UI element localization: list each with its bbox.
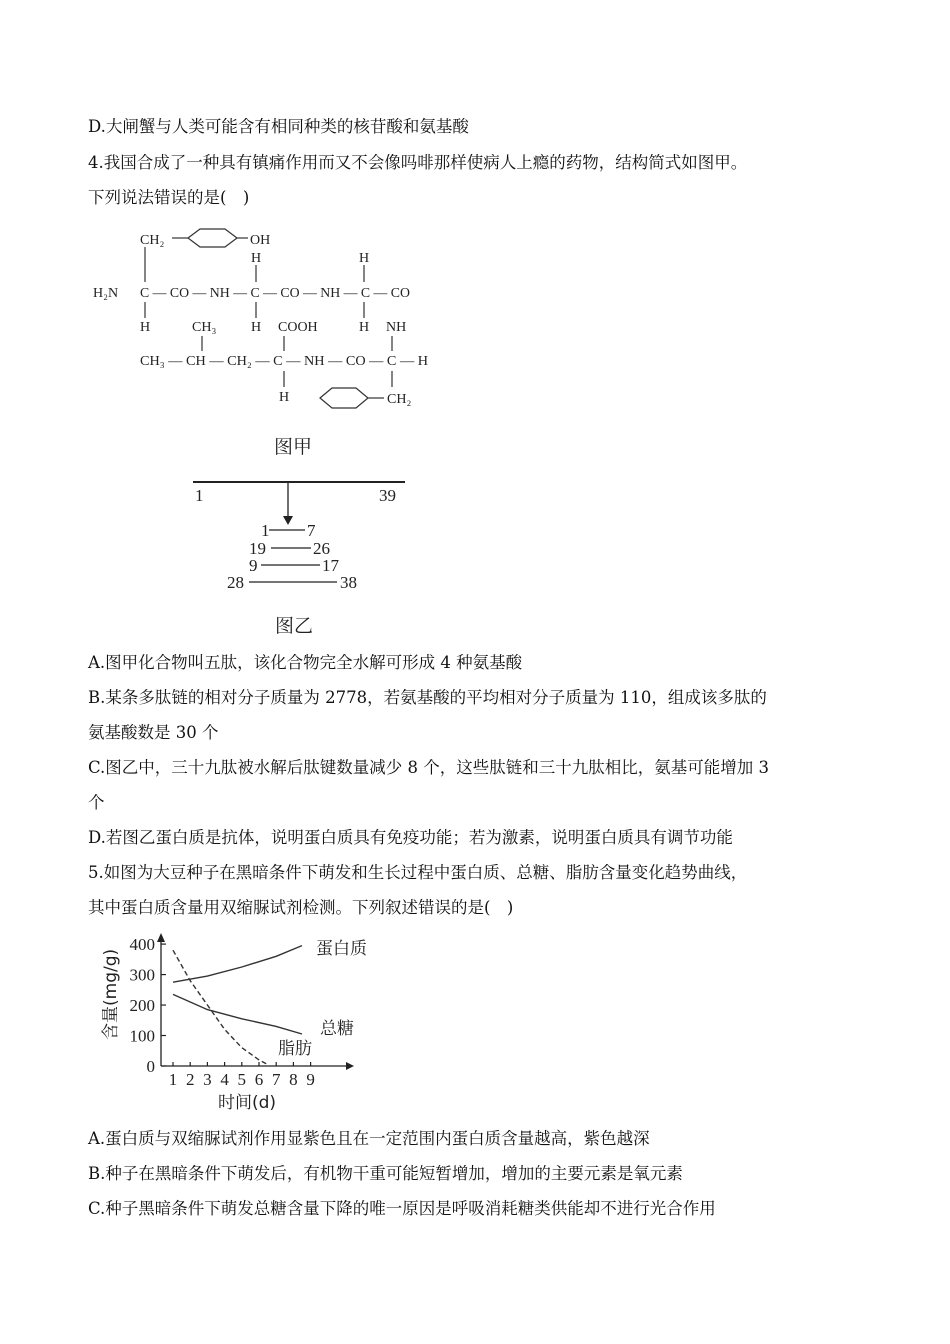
text-line-11: 其中蛋白质含量用双缩脲试剂检测。下列叙述错误的是( ) xyxy=(88,898,514,917)
x-tick-label: 8 xyxy=(289,1070,298,1089)
fragment-end: 7 xyxy=(307,521,316,540)
fragment-end: 26 xyxy=(313,539,330,558)
y-tick-label: 300 xyxy=(129,965,155,985)
h-label: H xyxy=(251,320,262,335)
peptide-chain-bottom: CH₃ — CH — CH₂ — C — NH — CO — C — H xyxy=(140,354,428,369)
series-label: 总糖 xyxy=(320,1019,354,1039)
text-line-8: 个 xyxy=(88,793,105,812)
x-tick-label: 9 xyxy=(306,1070,315,1089)
series-line-脂肪 xyxy=(173,950,268,1064)
h-label: H xyxy=(359,251,370,266)
y-tick-label: 400 xyxy=(129,935,155,955)
full-chain-start: 1 xyxy=(195,486,204,505)
content-chart xyxy=(88,930,388,1115)
text-line-3: 下列说法错误的是( ) xyxy=(88,188,250,207)
fragment-start: 1 xyxy=(261,521,270,540)
x-axis-arrow xyxy=(346,1062,354,1070)
x-tick-label: 2 xyxy=(185,1070,195,1089)
cooh-label: COOH xyxy=(278,320,318,335)
figure-jia xyxy=(88,220,448,465)
y-tick-label: 0 xyxy=(146,1057,155,1076)
h2n-label: H₂N xyxy=(93,286,119,301)
text-line-7: C.图乙中，三十九肽被水解后肽键数量减少 8 个，这些肽链和三十九肽相比，氨基可能增加 3 xyxy=(88,758,770,777)
text-line-4: A.图甲化合物叫五肽，该化合物完全水解可形成 4 种氨基酸 xyxy=(88,653,523,672)
x-tick-label: 7 xyxy=(271,1070,281,1089)
text-line-5: B.某条多肽链的相对分子质量为 2778，若氨基酸的平均相对分子质量为 110，组成该多肽的 xyxy=(88,688,767,707)
fragment-end: 17 xyxy=(322,556,339,575)
fragment-start: 9 xyxy=(249,556,258,575)
text-line-14: C.种子黑暗条件下萌发总糖含量下降的唯一原因是呼吸消耗糖类供能却不进行光合作用 xyxy=(88,1199,716,1218)
x-tick-label: 6 xyxy=(254,1070,264,1089)
nh-label: NH xyxy=(386,320,407,335)
text-line-1: D.大闸蟹与人类可能含有相同种类的核苷酸和氨基酸 xyxy=(88,117,469,136)
h-label: H xyxy=(140,320,151,335)
x-tick-label: 1 xyxy=(168,1070,178,1089)
series-line-总糖 xyxy=(173,994,302,1034)
h-label: H xyxy=(279,390,290,405)
text-line-2: 4.我国合成了一种具有镇痛作用而又不会像吗啡那样使病人上瘾的药物，结构简式如图甲。 xyxy=(88,153,748,172)
peptide-chain-top: C — CO — NH — C — CO — NH — C — CO xyxy=(140,286,410,301)
text-line-10: 5.如图为大豆种子在黑暗条件下萌发和生长过程中蛋白质、总糖、脂肪含量变化趋势曲线， xyxy=(88,863,748,882)
h-label: H xyxy=(251,251,262,266)
y-tick-label: 200 xyxy=(129,996,155,1016)
fragment-end: 38 xyxy=(340,573,357,592)
y-axis-label: 含量(mg/g) xyxy=(101,948,121,1040)
ch2-bottom-label: CH₂ xyxy=(387,392,412,407)
series-label: 脂肪 xyxy=(278,1039,312,1059)
x-axis-label: 时间(d) xyxy=(218,1093,277,1113)
series-line-蛋白质 xyxy=(173,946,302,983)
text-line-6: 氨基酸数是 30 个 xyxy=(88,723,219,742)
series-label: 蛋白质 xyxy=(316,939,367,959)
text-line-13: B.种子在黑暗条件下萌发后，有机物干重可能短暂增加，增加的主要元素是氧元素 xyxy=(88,1164,683,1183)
figure-yi-caption: 图乙 xyxy=(275,615,314,637)
x-tick-label: 3 xyxy=(203,1070,212,1089)
ch3-top-label: CH₃ xyxy=(192,320,217,335)
y-axis-arrow xyxy=(157,933,165,942)
fragment-start: 19 xyxy=(249,539,266,558)
ch2-top-label: CH₂ xyxy=(140,233,165,248)
full-chain-end: 39 xyxy=(379,486,396,505)
oh-label: OH xyxy=(250,233,271,248)
text-line-12: A.蛋白质与双缩脲试剂作用显紫色且在一定范围内蛋白质含量越高，紫色越深 xyxy=(88,1129,650,1148)
x-tick-label: 4 xyxy=(220,1070,229,1089)
y-tick-label: 100 xyxy=(129,1026,155,1046)
figure-yi xyxy=(185,470,415,640)
text-line-9: D.若图乙蛋白质是抗体，说明蛋白质具有免疫功能；若为激素，说明蛋白质具有调节功能 xyxy=(88,828,733,847)
x-tick-label: 5 xyxy=(237,1070,247,1089)
h-label: H xyxy=(359,320,370,335)
fragment-start: 28 xyxy=(227,573,244,592)
figure-jia-caption: 图甲 xyxy=(274,436,313,458)
